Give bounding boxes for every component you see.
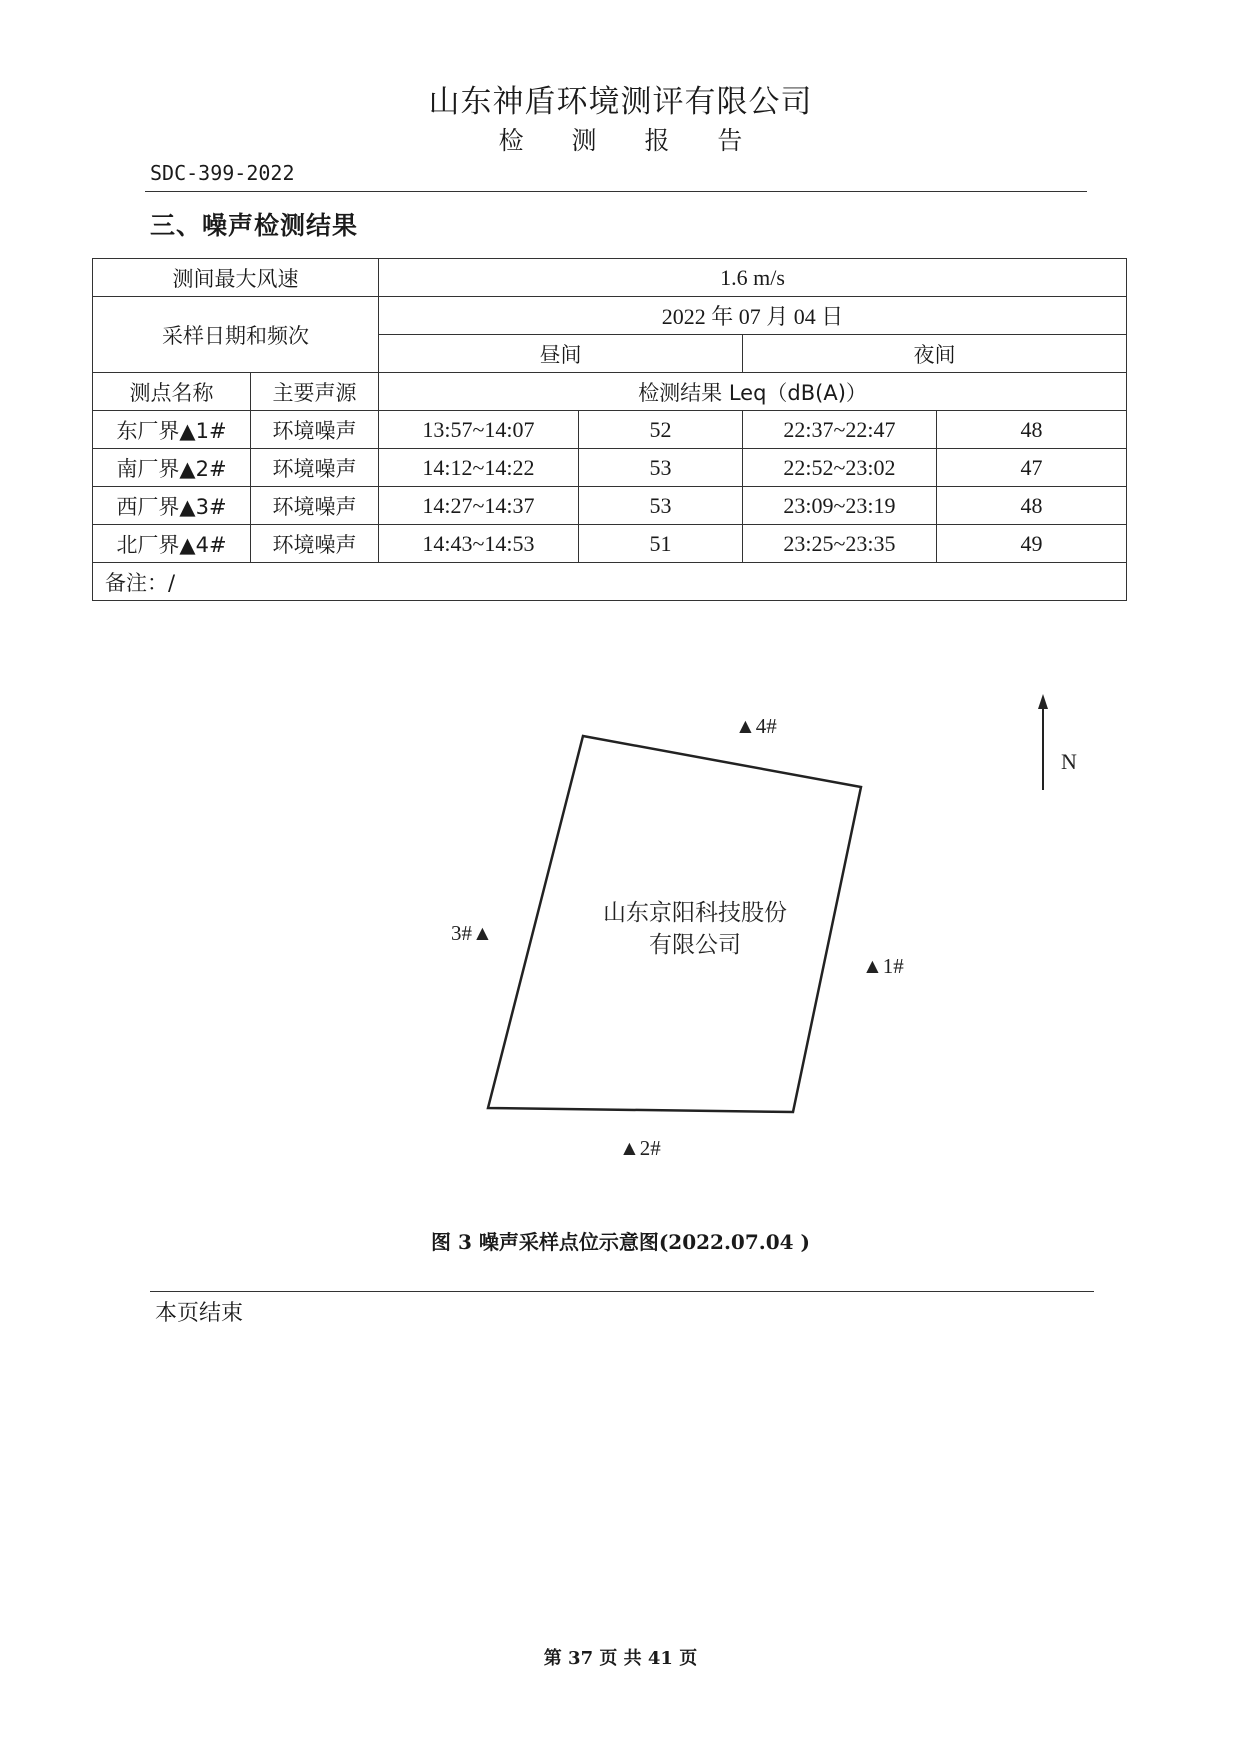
day-value: 51 (579, 525, 743, 563)
day-value: 53 (579, 449, 743, 487)
night-time: 23:09~23:19 (743, 487, 937, 525)
date-value: 2022 年 07 月 04 日 (379, 297, 1127, 335)
section-title: 三、噪声检测结果 (150, 211, 359, 240)
col-point-header: 测点名称 (93, 373, 251, 411)
point-name: 北厂界▲4# (93, 525, 251, 563)
point-name: 西厂界▲3# (93, 487, 251, 525)
site-name-line1: 山东京阳科技股份 (603, 900, 787, 926)
noise-source: 环境噪声 (251, 525, 379, 563)
night-time: 22:52~23:02 (743, 449, 937, 487)
day-time: 14:27~14:37 (379, 487, 579, 525)
north-label: N (1061, 749, 1077, 774)
night-time: 22:37~22:47 (743, 411, 937, 449)
night-label: 夜间 (743, 335, 1127, 373)
marker-4: ▲4# (735, 714, 777, 738)
night-value: 47 (937, 449, 1127, 487)
point-name: 南厂界▲2# (93, 449, 251, 487)
end-rule (150, 1291, 1094, 1292)
page-footer: 第 37 页 共 41 页 (543, 1648, 698, 1669)
noise-source: 环境噪声 (251, 449, 379, 487)
night-value: 48 (937, 487, 1127, 525)
day-value: 53 (579, 487, 743, 525)
day-time: 14:12~14:22 (379, 449, 579, 487)
col-result-header: 检测结果 Leq（dB(A)） (379, 373, 1127, 411)
noise-source: 环境噪声 (251, 411, 379, 449)
company-name: 山东神盾环境测评有限公司 (428, 84, 813, 120)
day-value: 52 (579, 411, 743, 449)
col-source-header: 主要声源 (251, 373, 379, 411)
day-label: 昼间 (379, 335, 743, 373)
point-name: 东厂界▲1# (93, 411, 251, 449)
night-time: 23:25~23:35 (743, 525, 937, 563)
night-value: 48 (937, 411, 1127, 449)
remark: 备注：/ (93, 563, 1127, 601)
wind-value: 1.6 m/s (379, 259, 1127, 297)
date-label: 采样日期和频次 (93, 297, 379, 373)
document-number: SDC-399-2022 (150, 161, 295, 185)
end-note: 本页结束 (155, 1301, 244, 1326)
marker-2: ▲2# (619, 1136, 661, 1160)
figure-caption: 图 3 噪声采样点位示意图(2022.07.04 ) (431, 1230, 810, 1254)
day-time: 14:43~14:53 (379, 525, 579, 563)
marker-1: ▲1# (862, 954, 904, 978)
wind-label: 测间最大风速 (93, 259, 379, 297)
noise-source: 环境噪声 (251, 487, 379, 525)
night-value: 49 (937, 525, 1127, 563)
day-time: 13:57~14:07 (379, 411, 579, 449)
site-name-line2: 有限公司 (649, 932, 741, 958)
north-arrow-icon (1038, 694, 1048, 709)
report-title: 检 测 报 告 (498, 126, 763, 155)
marker-3: 3#▲ (451, 921, 493, 945)
